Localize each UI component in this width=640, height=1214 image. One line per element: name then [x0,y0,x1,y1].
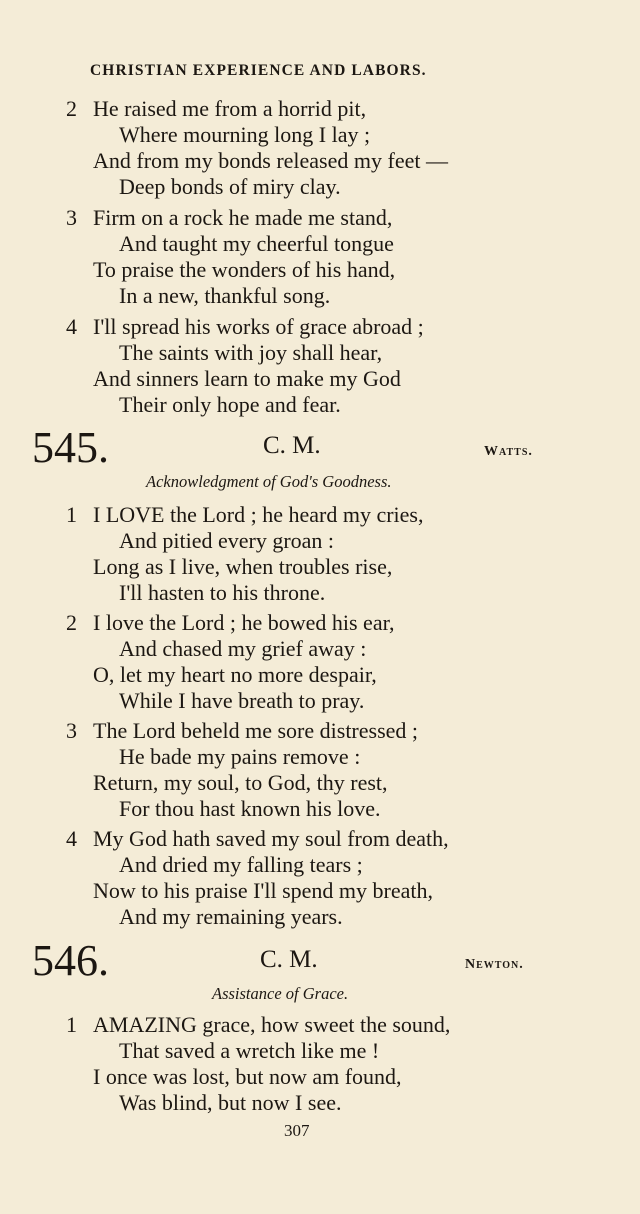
line-text: For thou hast known his love. [119,796,381,821]
line-text: And sinners learn to make my God [93,366,401,391]
line-text: And pitied every groan : [119,528,335,553]
line-text: Return, my soul, to God, thy rest, [93,770,388,795]
hymn-number: 545. [32,423,109,472]
stanza-number: 4 [66,826,77,851]
author: Watts. [484,444,533,459]
line-text: I'll hasten to his throne. [119,580,326,605]
line-text: And dried my falling tears ; [119,852,363,877]
stanza-number: 1 [66,1012,77,1037]
line-text: And my remaining years. [119,904,343,929]
line-text: And taught my cheerful tongue [119,231,394,256]
line-text: Long as I live, when troubles rise, [93,554,393,579]
running-head: CHRISTIAN EXPERIENCE AND LABORS. [90,62,427,79]
line-text: Deep bonds of miry clay. [119,174,341,199]
stanza-number: 1 [66,502,77,527]
line-text: The Lord beheld me sore distressed ; [93,718,419,743]
line-text: The saints with joy shall hear, [119,340,383,365]
line-text: He raised me from a horrid pit, [93,96,367,121]
line-text: And from my bonds released my feet — [93,148,448,173]
stanza-number: 2 [66,610,77,635]
hymn-number: 546. [32,936,109,985]
line-text: I once was lost, but now am found, [93,1064,402,1089]
stanza-number: 4 [66,314,77,339]
line-text: I love the Lord ; he bowed his ear, [93,610,395,635]
hymn-subtitle: Assistance of Grace. [212,984,349,1003]
line-text: I LOVE the Lord ; he heard my cries, [93,502,424,527]
line-text: In a new, thankful song. [119,283,331,308]
meter: C. M. [260,946,318,973]
line-text: O, let my heart no more despair, [93,662,377,687]
author: Newton. [465,957,524,972]
stanza-number: 3 [66,718,77,743]
line-text: He bade my pains remove : [119,744,361,769]
hymn-subtitle: Acknowledgment of God's Goodness. [146,472,392,491]
line-text: AMAZING grace, how sweet the sound, [93,1012,451,1037]
stanza-number: 2 [66,96,77,121]
line-text: That saved a wretch like me ! [119,1038,380,1063]
line-text: While I have breath to pray. [119,688,365,713]
line-text: And chased my grief away : [119,636,367,661]
line-text: My God hath saved my soul from death, [93,826,449,851]
line-text: Was blind, but now I see. [119,1090,342,1115]
line-text: Where mourning long I lay ; [119,122,371,147]
line-text: Firm on a rock he made me stand, [93,205,393,230]
page-number: 307 [284,1121,310,1140]
line-text: Their only hope and fear. [119,392,341,417]
stanza-number: 3 [66,205,77,230]
line-text: Now to his praise I'll spend my breath, [93,878,434,903]
meter: C. M. [263,432,321,459]
line-text: I'll spread his works of grace abroad ; [93,314,424,339]
line-text: To praise the wonders of his hand, [93,257,396,282]
